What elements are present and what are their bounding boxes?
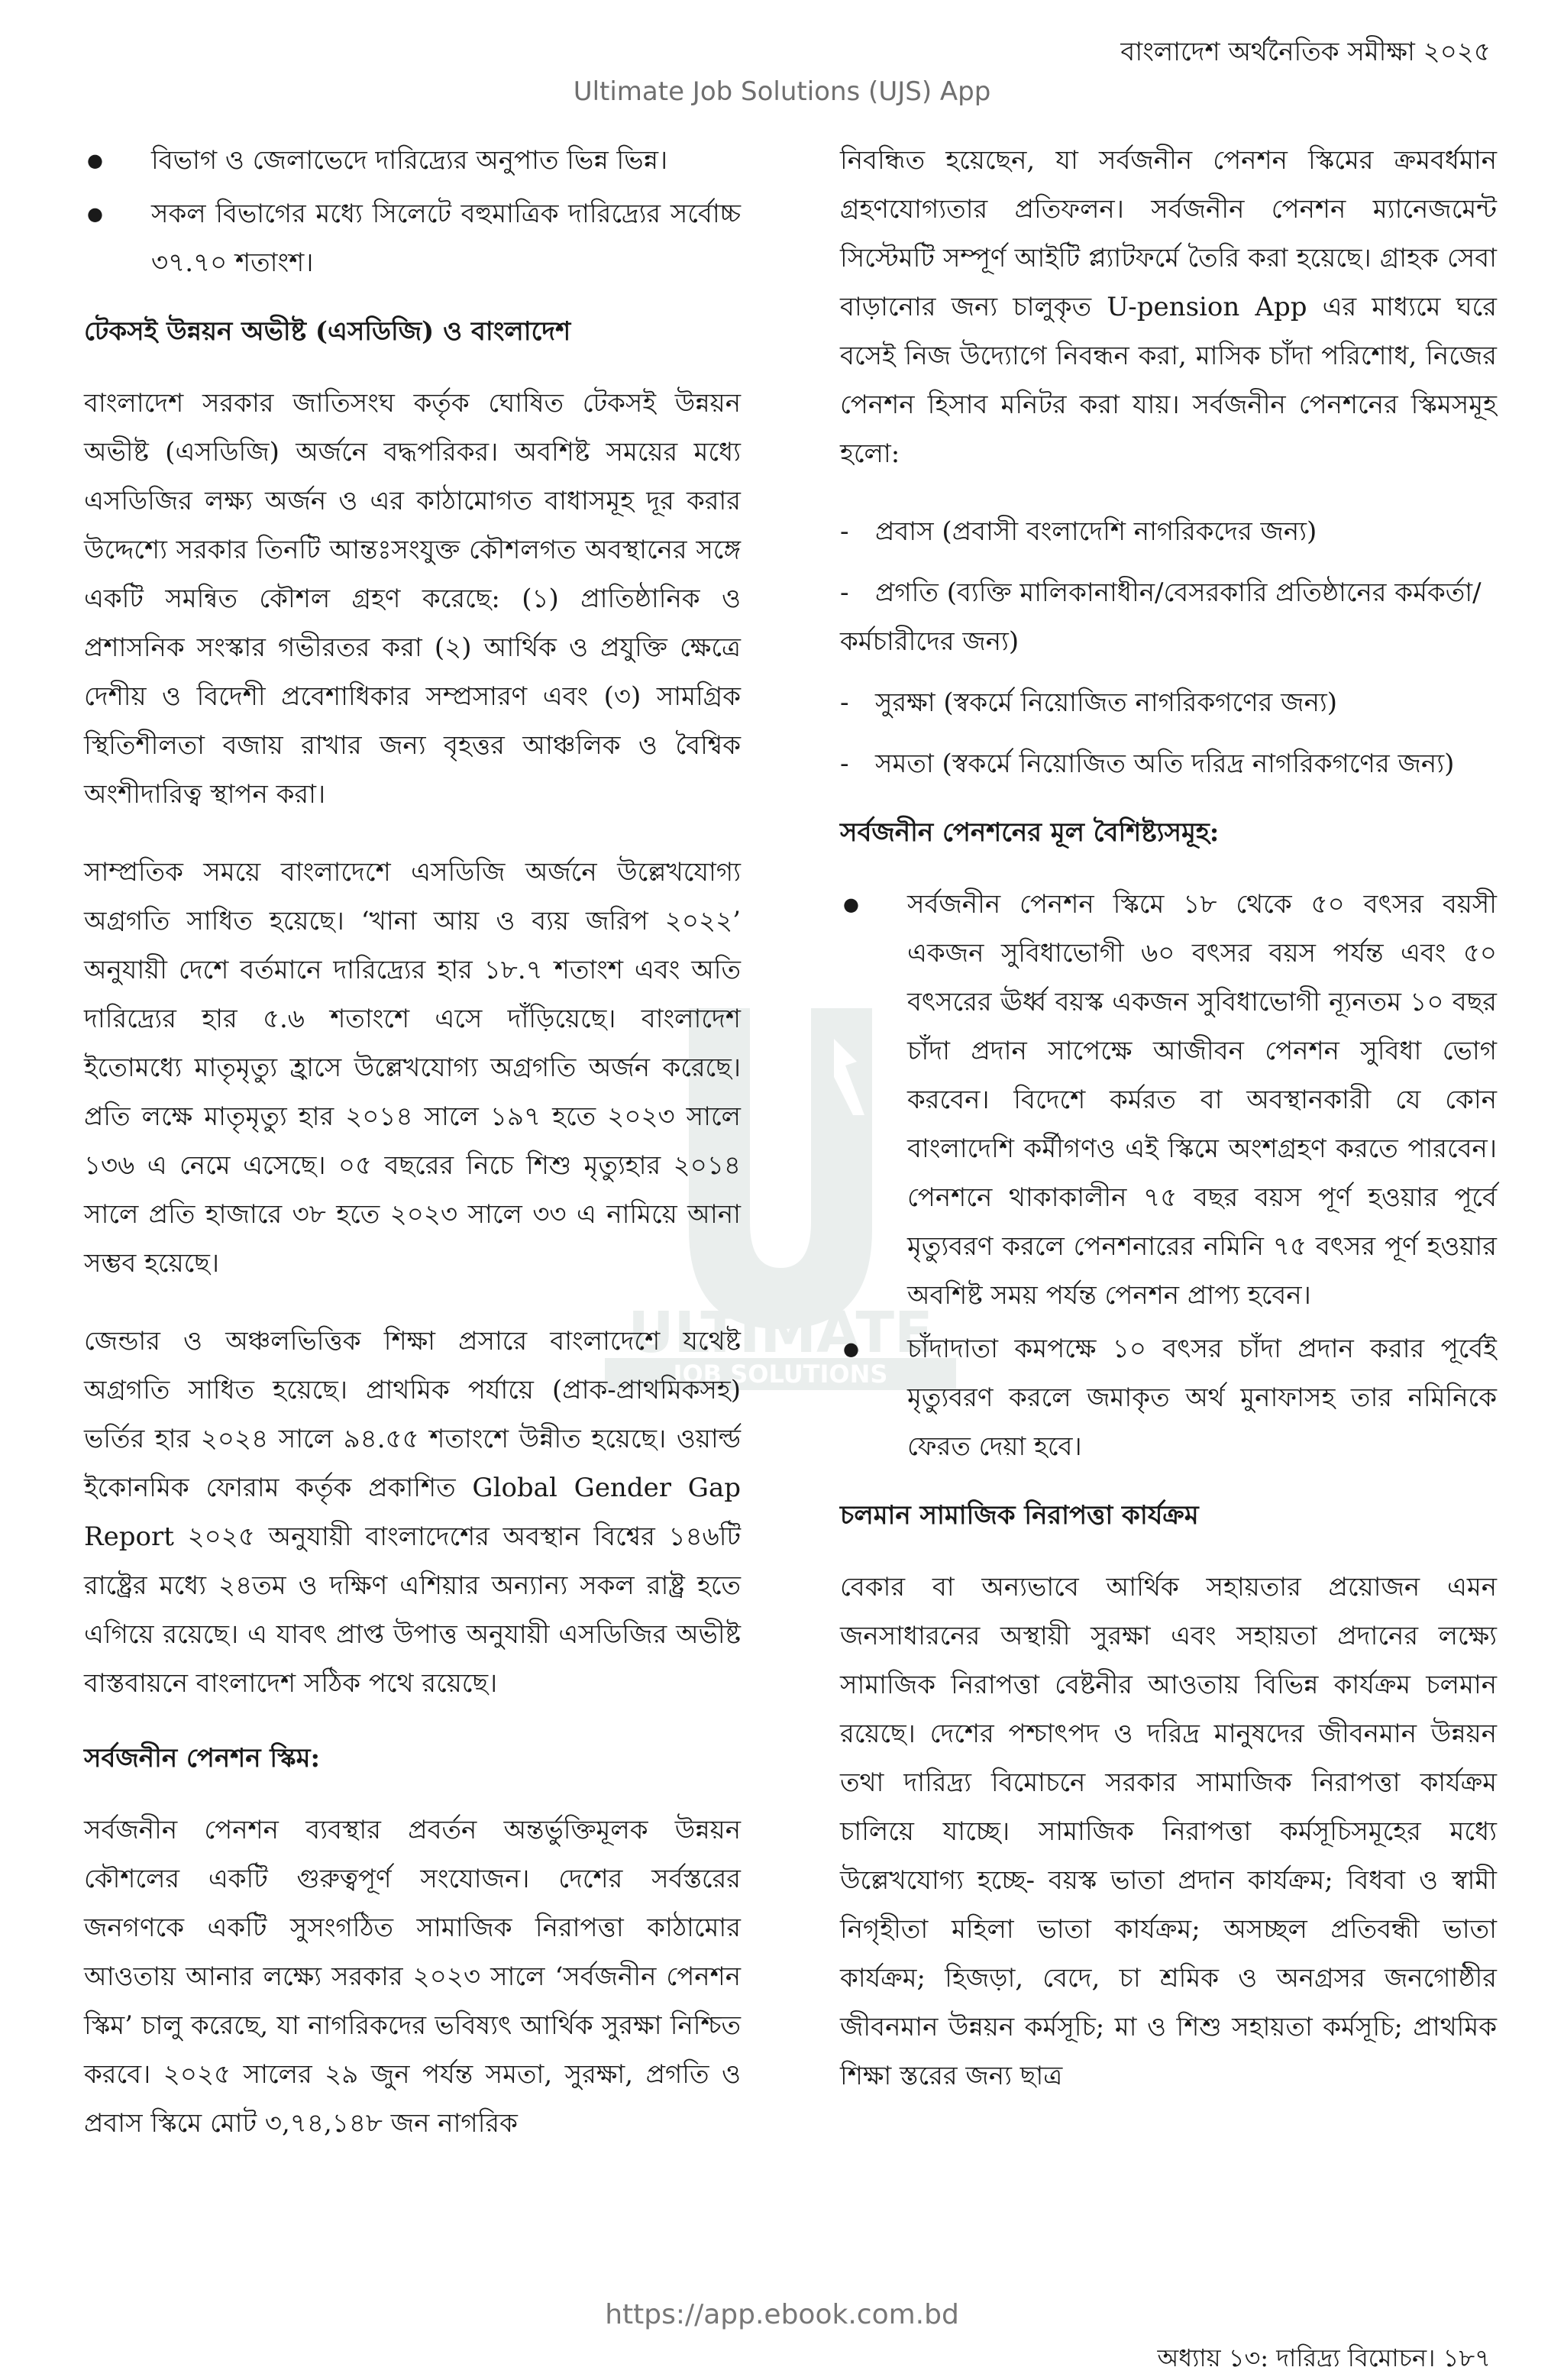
running-title: বাংলাদেশ অর্থনৈতিক সমীক্ষা ২০২৫ [1120,37,1491,67]
list-item: - সুরক্ষা (স্বকর্মে নিয়োজিত নাগরিকগণের জন্য) [840,687,1338,718]
list-item: - প্রগতি (ব্যক্তি মালিকানাধীন/বেসরকারি প্রতিষ্ঠানের কর্মকর্তা/কর্মচারীদের জন্য) [840,577,1482,657]
paragraph: নিবন্ধিত হয়েছেন, যা সর্বজনীন পেনশন স্কিমের ক্রমবর্ধমান গ্রহণযোগ্যতার প্রতিফলন। সর্বজনীন পেনশন ম্যানেজমেন্ট সিস্টেমটি সম্পূর্ণ আইটি প্ল্যাটফর্মে তৈরি করা হয়েছে। গ্রাহক সেবা বাড়ানোর জন্য চালুকৃত U-pension App এর মাধ্যমে ঘরে বসেই নিজ উদ্যোগে নিবন্ধন করা, মাসিক চাঁদা পরিশোধ, নিজের পেনশন হিসাব মনিটর করা যায়। সর্বজনীন পেনশনের স্কিমসমূহ হলো: [840,145,1497,469]
watermark-title: ULTIMATE [628,1300,933,1366]
paragraph: বেকার বা অন্যভাবে আর্থিক সহায়তার প্রয়োজন এমন জনসাধারনের অস্থায়ী সুরক্ষা এবং সহায়তা প্রদানের লক্ষ্যে সামাজিক নিরাপত্তা বেষ্টনীর আওতায় বিভিন্ন কার্যক্রম চলমান রয়েছে। দেশের পশ্চাৎপদ ও দরিদ্র মানুষদের জীবনমান উন্নয়ন তথা দারিদ্র্য বিমোচনে সরকার সামাজিক নিরাপত্তা কার্যক্রম চালিয়ে যাচ্ছে। সামাজিক নিরাপত্তা কর্মসূচিসমূহের মধ্যে উল্লেখযোগ্য হচ্ছে- বয়স্ক ভাতা প্রদান কার্যক্রম; বিধবা ও স্বামী নিগৃহীতা মহিলা ভাতা কার্যক্রম; অসচ্ছল প্রতিবন্ধী ভাতা কার্যক্রম; হিজড়া, বেদে, চা শ্রমিক ও অনগ্রসর জনগোষ্ঠীর জীবনমান উন্নয়ন কর্মসূচি; মা ও শিশু সহায়তা কর্মসূচি; প্রাথমিক শিক্ষা স্তরের জন্য ছাত্র [840,1572,1497,2091]
section-heading-pension: সর্বজনীন পেনশন স্কিম: [84,1743,321,1774]
source-url: https://app.ebook.com.bd [605,2299,959,2330]
list-item: - প্রবাস (প্রবাসী বংলাদেশি নাগরিকদের জন্য) [840,516,1317,547]
list-item: ● সকল বিভাগের মধ্যে সিলেটে বহুমাত্রিক দারিদ্র্যের সর্বোচ্চ ৩৭.৭০ শতাংশ। [84,189,741,287]
feature-bullets [840,880,1497,1471]
scheme-list [840,507,1497,788]
section-heading-sdg: টেকসই উন্নয়ন অভীষ্ট (এসডিজি) ও বাংলাদেশ [84,316,571,347]
app-name: Ultimate Job Solutions (UJS) App [573,76,991,107]
watermark-subtitle: JOB SOLUTIONS [673,1360,888,1389]
section-heading-ssn: চলমান সামাজিক নিরাপত্তা কার্যক্রম [840,1500,1199,1531]
right-column [840,136,1497,2129]
list-item: ● চাঁদাদাতা কমপক্ষে ১০ বৎসর চাঁদা প্রদান করার পূর্বেই মৃত্যুবরণ করলে জমাকৃত অর্থ মুনাফাসহ তার নমিনিকে ফেরত দেয়া হবে। [840,1324,1497,1471]
list-item: ● সর্বজনীন পেনশন স্কিমে ১৮ থেকে ৫০ বৎসর বয়সী একজন সুবিধাভোগী ৬০ বৎসর বয়স পর্যন্ত এবং ৫০ বৎসরের ঊর্ধ্ব বয়স্ক একজন সুবিধাভোগী ন্যূনতম ১০ বছর চাঁদা প্রদান সাপেক্ষে আজীবন পেনশন সুবিধা ভোগ করবেন। বিদেশে কর্মরত বা অবস্থানকারী যে কোন বাংলাদেশি কর্মীগণও এই স্কিমে অংশগ্রহণ করতে পারবেন। পেনশনে থাকাকালীন ৭৫ বছর বয়স পূর্ণ হওয়ার পূর্বে মৃত্যুবরণ করলে পেনশনারের নমিনি ৭৫ বৎসর পূর্ণ হওয়ার অবশিষ্ট সময় পর্যন্ত পেনশন প্রাপ্য হবেন। [840,880,1497,1320]
list-item: ● বিভাগ ও জেলাভেদে দারিদ্র্যের অনুপাত ভিন্ন ভিন্ন। [84,136,741,185]
poverty-bullets [84,136,741,287]
paragraph: জেন্ডার ও অঞ্চলভিত্তিক শিক্ষা প্রসারে বাংলাদেশে যথেষ্ট অগ্রগতি সাধিত হয়েছে। প্রাথমিক পর্যায়ে (প্রাক-প্রাথমিকসহ) ভর্তির হার ২০২৪ সালে ৯৪.৫৫ শতাংশে উন্নীত হয়েছে। ওয়ার্ল্ড ইকোনমিক ফোরাম কর্তৃক প্রকাশিত Global Gender Gap Report ২০২৫ অনুযায়ী বাংলাদেশের অবস্থান বিশ্বের ১৪৬টি রাষ্ট্রের মধ্যে ২৪তম ও দক্ষিণ এশিয়ার অন্যান্য সকল রাষ্ট্র হতে এগিয়ে রয়েছে। এ যাবৎ প্রাপ্ত উপাত্ত অনুযায়ী এসডিজির অভীষ্ট বাস্তবায়নে বাংলাদেশ সঠিক পথে রয়েছে। [84,1326,741,1699]
paragraph: সাম্প্রতিক সময়ে বাংলাদেশে এসডিজি অর্জনে উল্লেখযোগ্য অগ্রগতি সাধিত হয়েছে। ‘খানা আয় ও ব্যয় জরিপ ২০২২’ অনুযায়ী দেশে বর্তমানে দারিদ্র্যের হার ১৮.৭ শতাংশ এবং অতি দারিদ্র্যের হার ৫.৬ শতাংশে এসে দাঁড়িয়েছে। বাংলাদেশ ইতোমধ্যে মাতৃমৃত্যু হ্রাসে উল্লেখযোগ্য অগ্রগতি অর্জন করেছে। প্রতি লক্ষে মাতৃমৃত্যু হার ২০১৪ সালে ১৯৭ হতে ২০২৩ সালে ১৩৬ এ নেমে এসেছে। ০৫ বছরের নিচে শিশু মৃত্যুহার ২০১৪ সালে প্রতি হাজারে ৩৮ হতে ২০২৩ সালে ৩৩ এ নামিয়ে আনা সম্ভব হয়েছে। [84,857,741,1279]
section-heading-features: সর্বজনীন পেনশনের মূল বৈশিষ্ট্যসমূহ: [840,817,1220,848]
paragraph: সর্বজনীন পেনশন ব্যবস্থার প্রবর্তন অন্তর্ভুক্তিমূলক উন্নয়ন কৌশলের একটি গুরুত্বপূর্ণ সংযোজন। দেশের সর্বস্তরের জনগণকে একটি সুসংগঠিত সামাজিক নিরাপত্তা কাঠামোর আওতায় আনার লক্ষ্যে সরকার ২০২৩ সালে ‘সর্বজনীন পেনশন স্কিম’ চালু করেছে, যা নাগরিকদের ভবিষ্যৎ আর্থিক সুরক্ষা নিশ্চিত করবে। ২০২৫ সালের ২৯ জুন পর্যন্ত সমতা, সুরক্ষা, প্রগতি ও প্রবাস স্কিমে মোট ৩,৭৪,১৪৮ জন নাগরিক [84,1815,741,2139]
left-column [84,136,741,2177]
page-footer: অধ্যায় ১৩: দারিদ্র্য বিমোচন। ১৮৭ [1157,2343,1491,2372]
list-item: - সমতা (স্বকর্মে নিয়োজিত অতি দরিদ্র নাগরিকগণের জন্য) [840,749,1455,779]
paragraph: বাংলাদেশ সরকার জাতিসংঘ কর্তৃক ঘোষিত টেকসই উন্নয়ন অভীষ্ট (এসডিজি) অর্জনে বদ্ধপরিকর। অবশিষ্ট সময়ের মধ্যে এসডিজির লক্ষ্য অর্জন ও এর কাঠামোগত বাধাসমূহ দূর করার উদ্দেশ্যে সরকার তিনটি আন্তঃসংযুক্ত কৌশলগত অবস্থানের সঙ্গে একটি সমন্বিত কৌশল গ্রহণ করেছে: (১) প্রাতিষ্ঠানিক ও প্রশাসনিক সংস্কার গভীরতর করা (২) আর্থিক ও প্রযুক্তি ক্ষেত্রে দেশীয় ও বিদেশী প্রবেশাধিকার সম্প্রসারণ এবং (৩) সামগ্রিক স্থিতিশীলতা বজায় রাখার জন্য বৃহত্তর আঞ্চলিক ও বৈশ্বিক অংশীদারিত্ব স্থাপন করা। [84,388,741,810]
